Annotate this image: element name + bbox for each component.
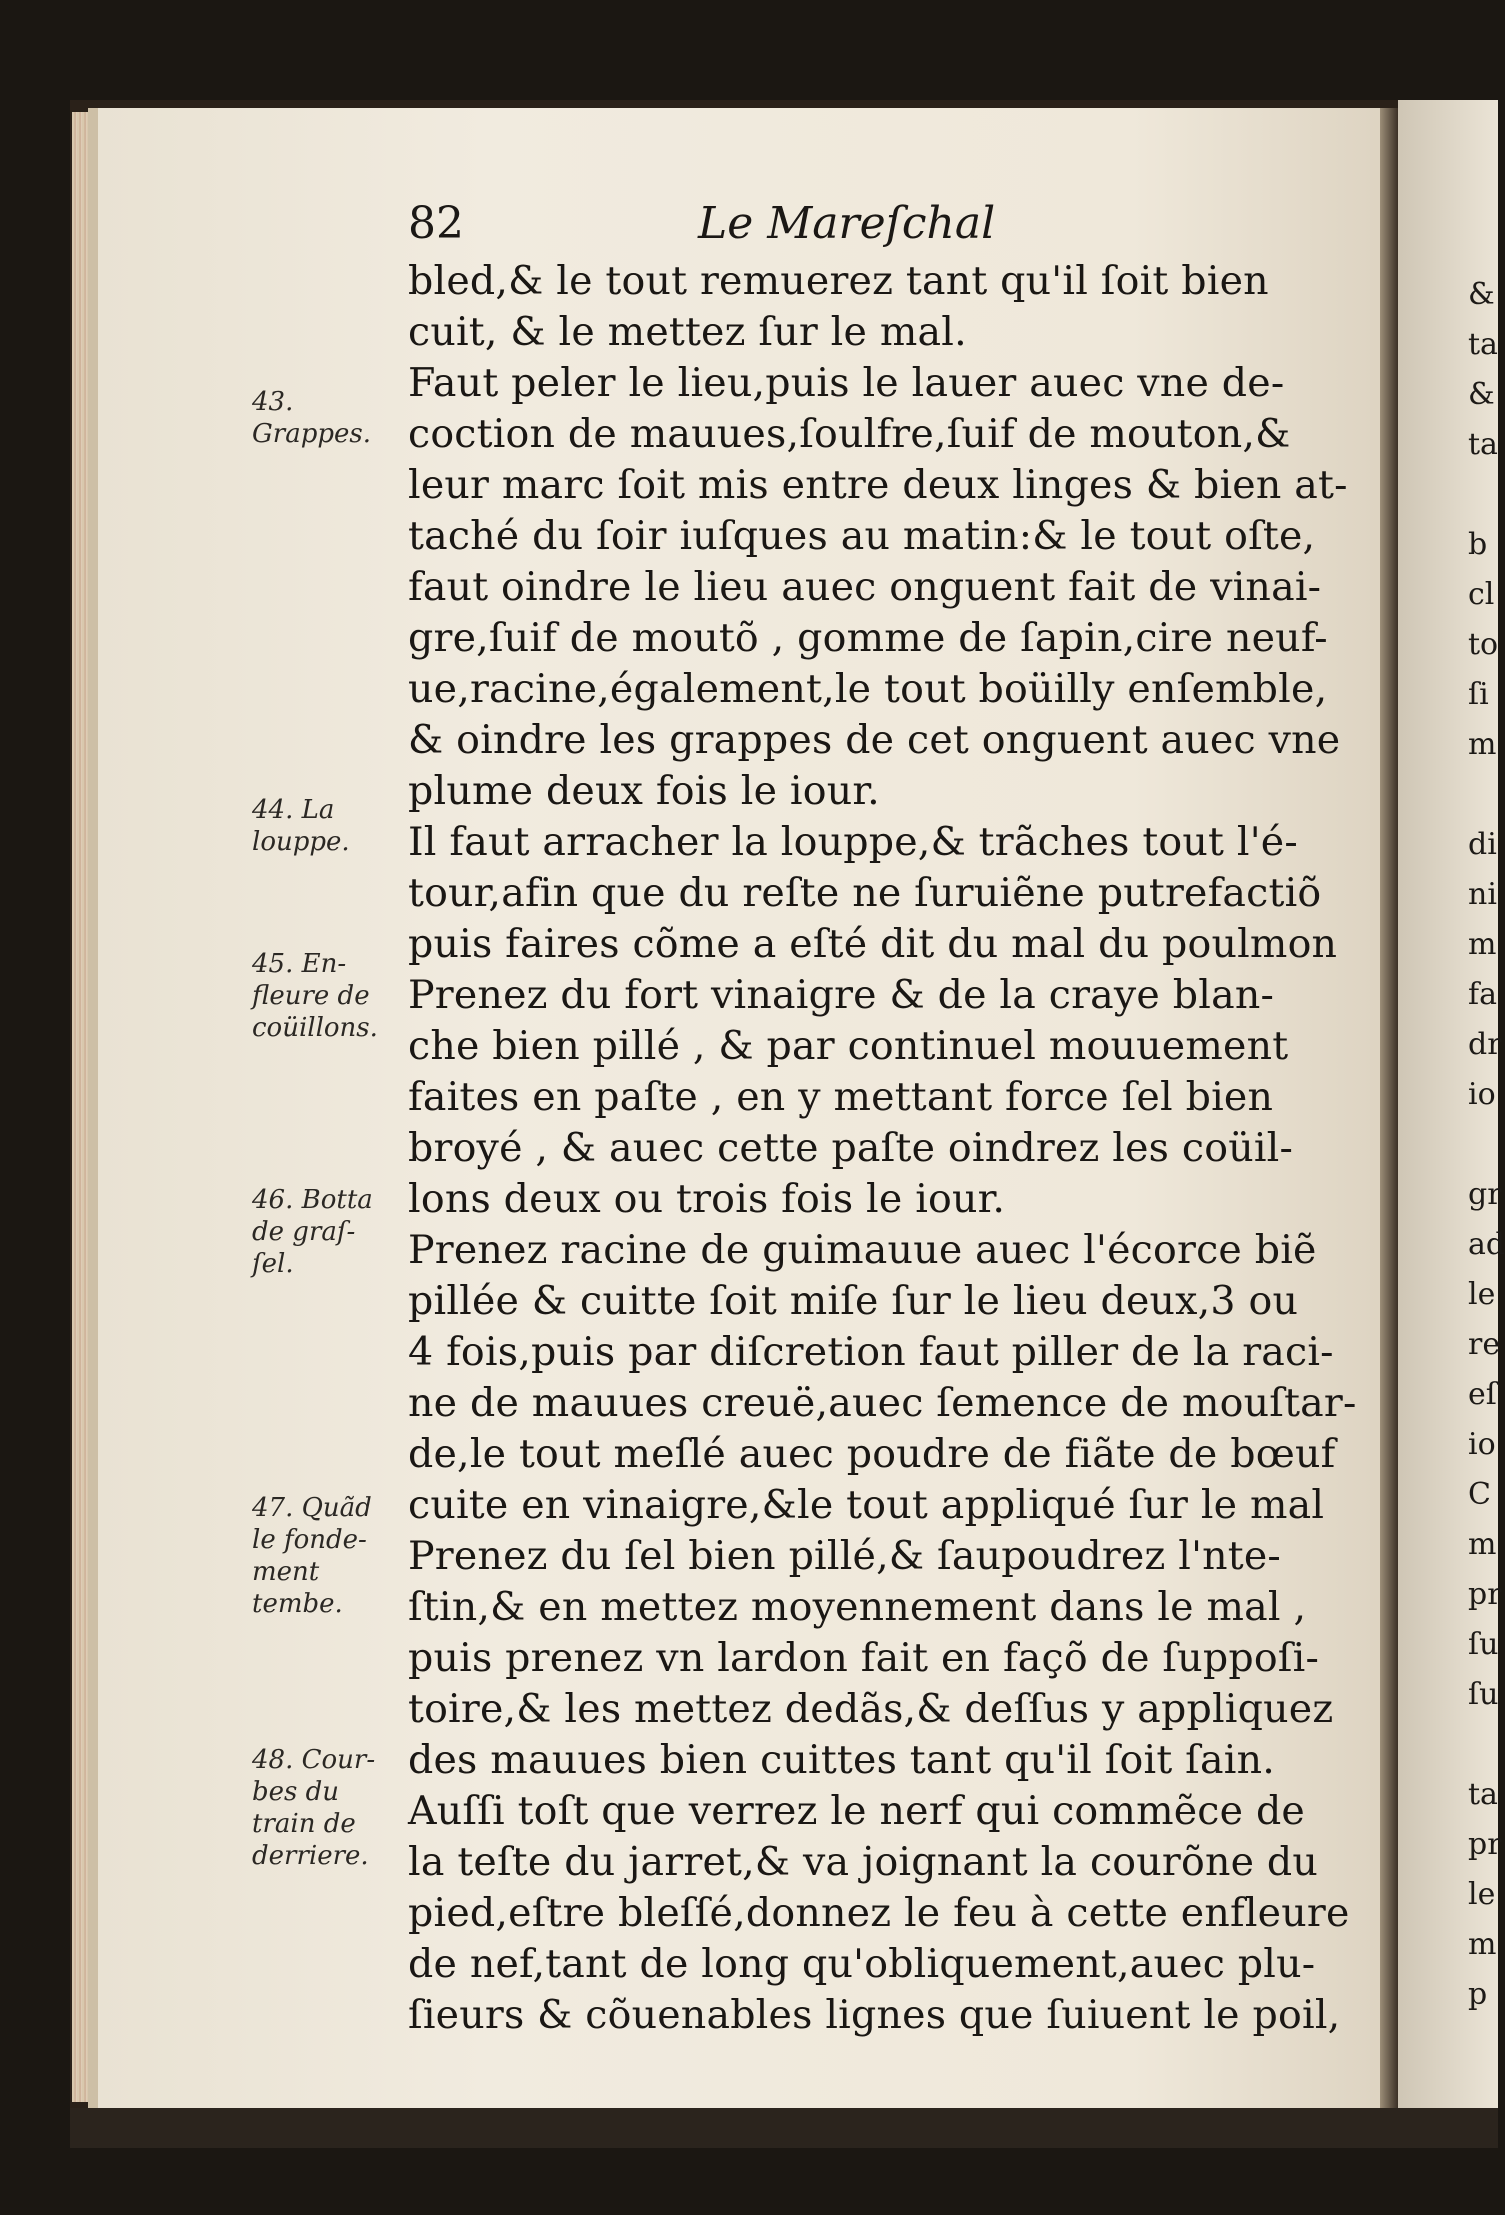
book-gutter (1380, 108, 1398, 2108)
text-line: Auſſi toſt que verrez le nerf qui commẽce de (408, 1788, 1306, 1834)
text-line: ne de mauues creuë,auec ſemence de mouſtar- (408, 1380, 1357, 1426)
text-line: faites en paſte , en y mettant force ſel bien (408, 1074, 1274, 1120)
text-line: Prenez du fort vinaigre & de la craye blan- (408, 972, 1275, 1018)
page-header (408, 198, 1348, 258)
text-line: Prenez du ſel bien pillé,& ſaupoudrez l'nte- (408, 1533, 1281, 1579)
margin-note-47: 47. Quãd le fonde- ment tembe. (252, 1493, 372, 1619)
margin-note-46: 46. Botta de graſ- ſel. (252, 1185, 373, 1279)
text-line: broyé , & auec cette paſte oindrez les coüil- (408, 1125, 1294, 1171)
bottom-shadow (70, 2108, 1498, 2148)
text-line: la teſte du jarret,& va joignant la courõne du (408, 1839, 1319, 1885)
margin-note-45: 45. En- fleure de coüillons. (252, 949, 378, 1043)
text-line: Il faut arracher la louppe,& trãches tout l'é- (408, 819, 1298, 865)
text-line: leur marc ſoit mis entre deux linges & bien at- (408, 462, 1348, 508)
text-line: bled,& le tout remuerez tant qu'il ſoit bien (408, 258, 1269, 304)
text-line: plume deux fois le iour. (408, 768, 880, 814)
text-line: cuit, & le mettez ſur le mal. (408, 309, 967, 355)
text-line: pillée & cuitte ſoit miſe ſur le lieu deux,3 ou (408, 1278, 1299, 1324)
text-line: gre,ſuif de moutõ , gomme de ſapin,cire neuf- (408, 615, 1328, 661)
text-line: che bien pillé , & par continuel mouuement (408, 1023, 1289, 1069)
facing-page-text: & ta & ta b cl to ſi m di ni m fa dr io gr ad le re eſ io C m pr ſu ſu ta pr le m p (1468, 277, 1505, 2012)
text-line: des mauues bien cuittes tant qu'il ſoit ſain. (408, 1737, 1275, 1783)
running-title: Le Mareſchal (698, 198, 996, 249)
text-line: taché du ſoir iuſques au matin:& le tout oſte, (408, 513, 1316, 559)
body-text (408, 256, 1357, 2041)
text-line: ſieurs & cõuenables lignes que ſuiuent le poil, (408, 1992, 1341, 2038)
text-line: de,le tout meſlé auec poudre de fiãte de bœuf (408, 1431, 1336, 1477)
text-line: tour,afin que du reſte ne ſuruiẽne putrefactiõ (408, 870, 1322, 916)
text-line: puis prenez vn lardon fait en façõ de ſuppoſi- (408, 1635, 1320, 1681)
margin-note-44: 44. La louppe. (252, 795, 350, 857)
text-line: & oindre les grappes de cet onguent auec vne (408, 717, 1341, 763)
text-line: puis faires cõme a eſté dit du mal du poulmon (408, 921, 1338, 967)
margin-note-48: 48. Cour- bes du train de derriere. (252, 1745, 376, 1871)
text-line: coction de mauues,ſoulfre,ſuif de mouton,& (408, 411, 1291, 457)
text-line: cuite en vinaigre,&le tout appliqué ſur le mal (408, 1482, 1325, 1528)
text-line: ſtin,& en mettez moyennement dans le mal , (408, 1584, 1307, 1630)
page-number: 82 (408, 198, 464, 249)
text-line: de nef,tant de long qu'obliquement,auec plu- (408, 1941, 1316, 1987)
text-line: Faut peler le lieu,puis le lauer auec vne de- (408, 360, 1285, 406)
text-line: ue,racine,également,le tout boüilly enſemble, (408, 666, 1328, 712)
margin-note-43: 43. Grappes. (252, 387, 371, 449)
text-line: Prenez racine de guimauue auec l'écorce biẽ (408, 1227, 1317, 1273)
text-line: pied,eſtre bleſſé,donnez le feu à cette enfleure (408, 1890, 1350, 1936)
text-line: lons deux ou trois fois le iour. (408, 1176, 1006, 1222)
text-line: faut oindre le lieu auec onguent fait de vinai- (408, 564, 1322, 610)
text-line: 4 fois,puis par diſcretion faut piller de la raci- (408, 1329, 1334, 1375)
text-line: toire,& les mettez dedãs,& deſſus y appliquez (408, 1686, 1334, 1732)
